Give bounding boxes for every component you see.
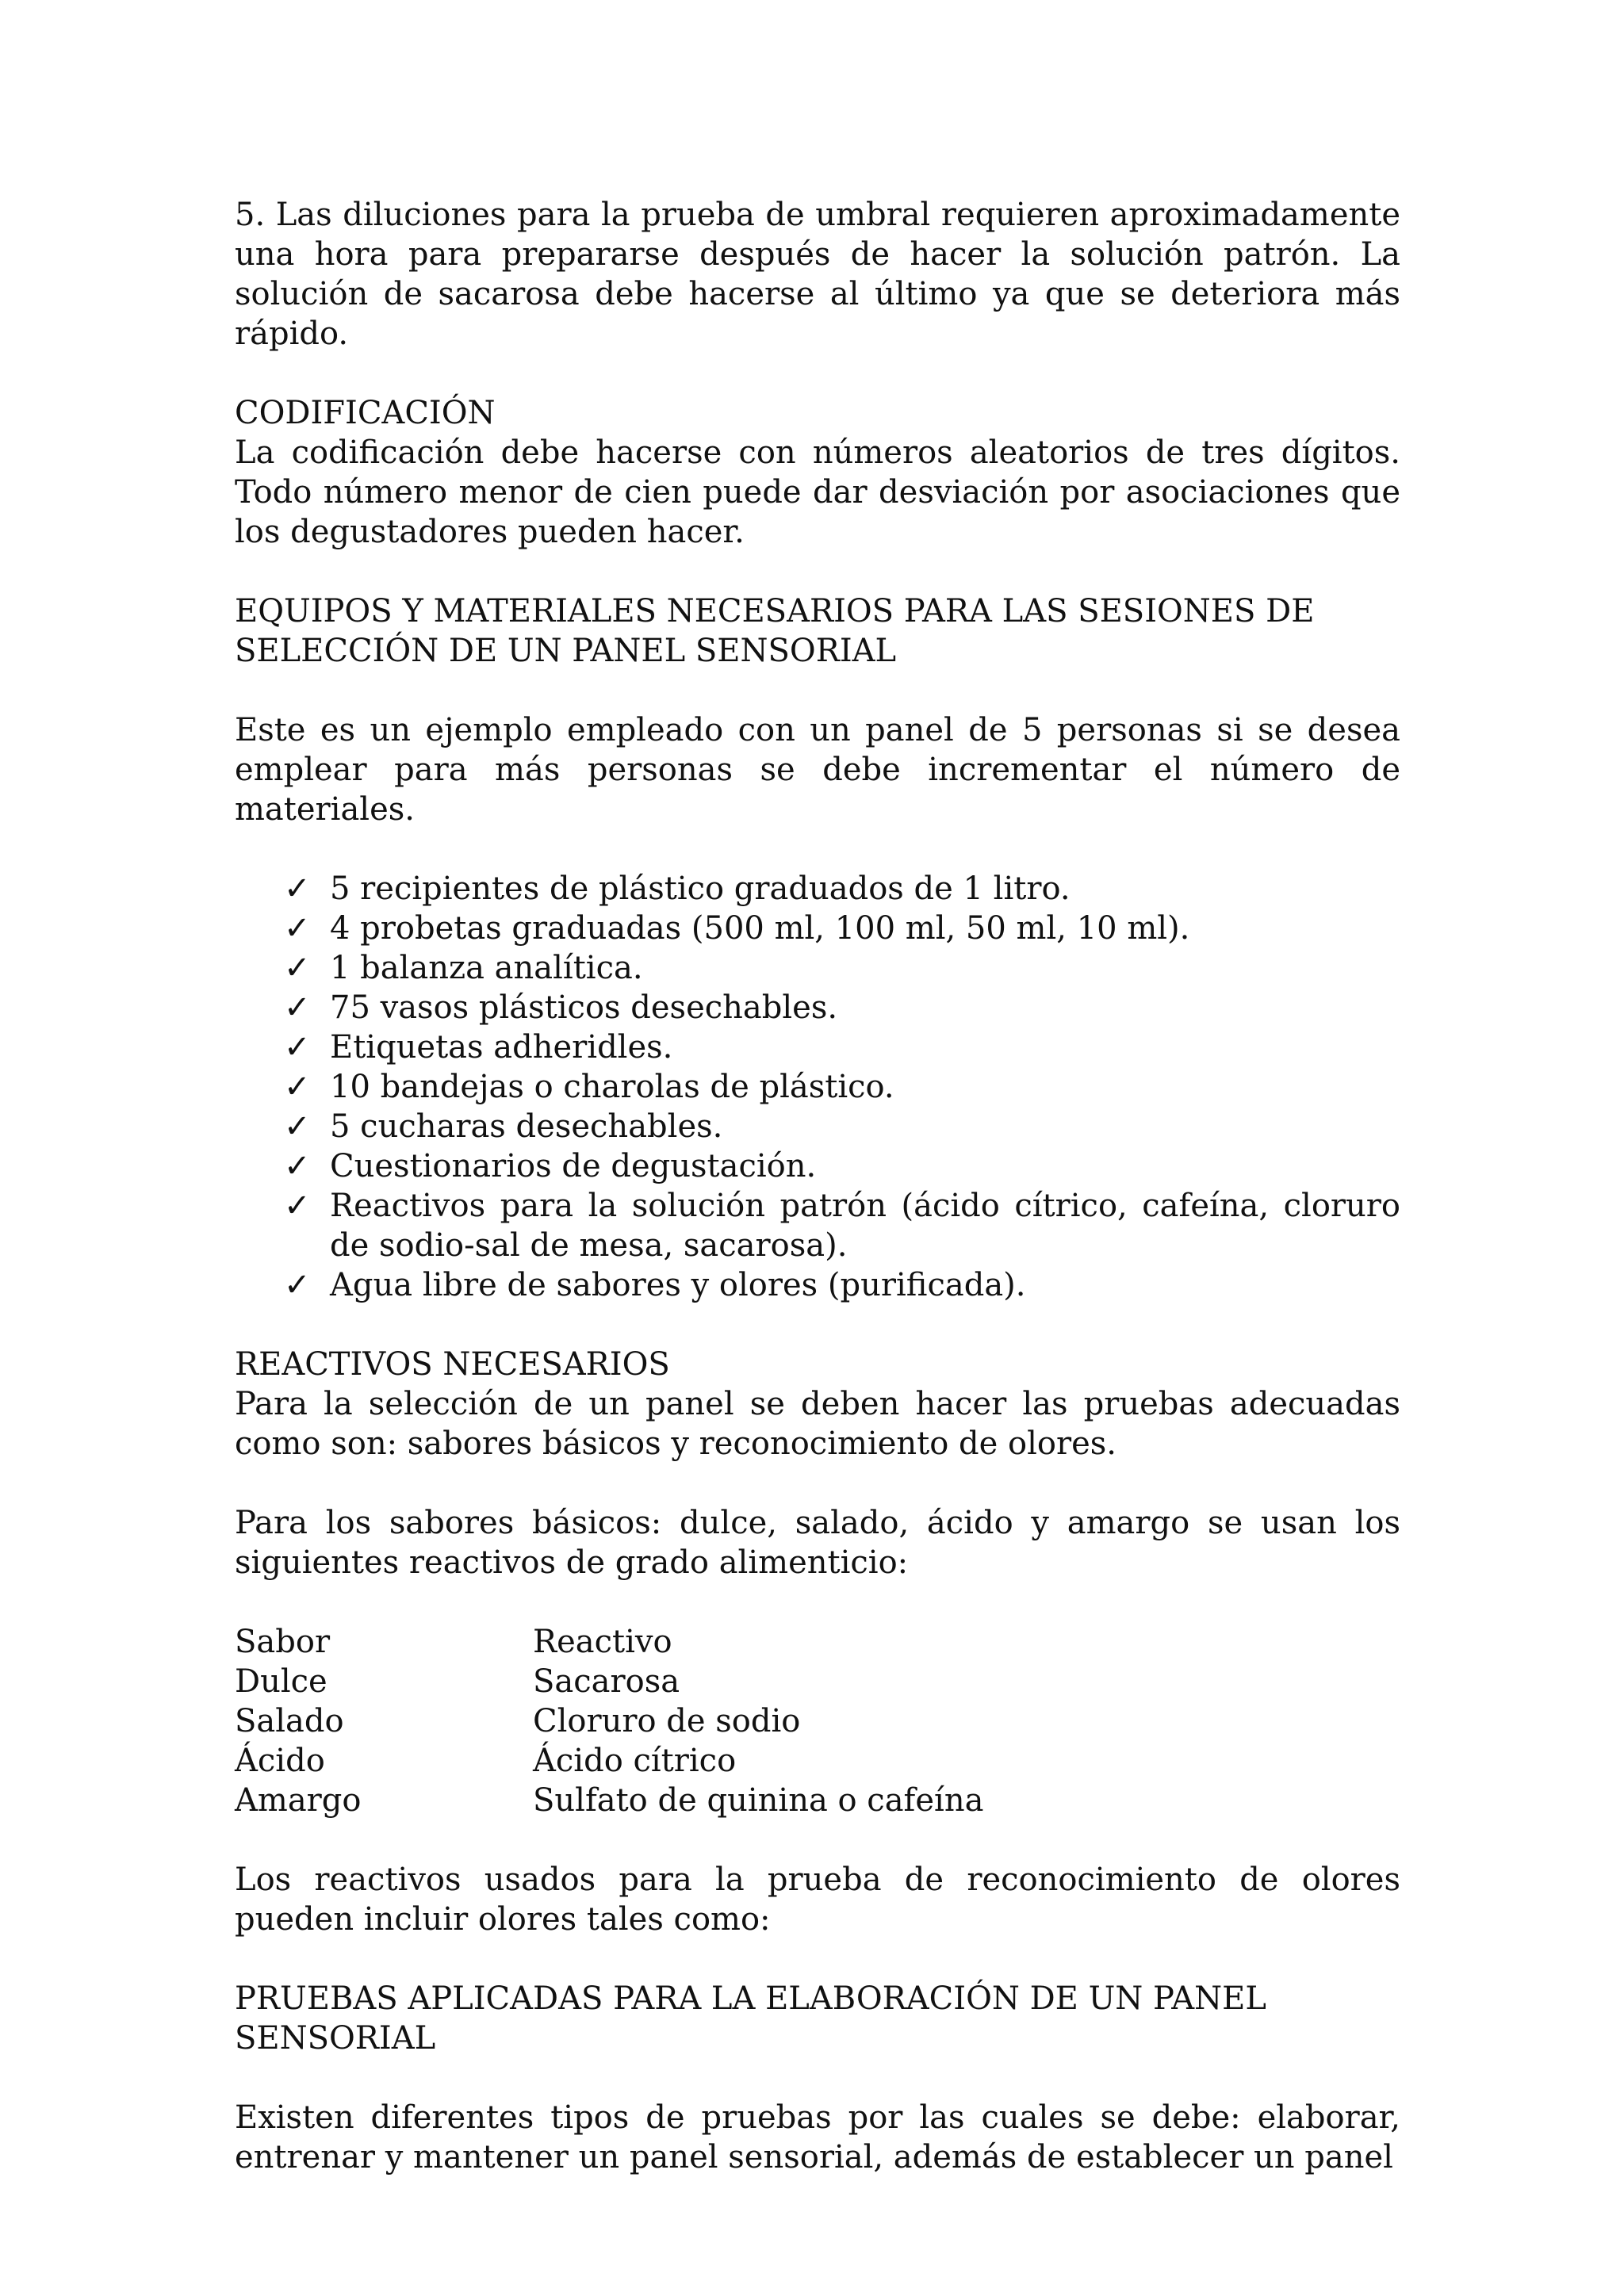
checklist-item — [284, 869, 1400, 909]
spacer — [235, 1820, 1400, 1860]
pruebas-heading-line1: PRUEBAS APLICADAS PARA LA ELABORACIÓN DE UN PANEL — [235, 1980, 1266, 2017]
table-cell: Sulfato de quinina o cafeína — [533, 1782, 984, 1819]
checkmark-icon: ✓ — [284, 989, 311, 1026]
checklist-item — [284, 1027, 1400, 1067]
spacer — [235, 1305, 1400, 1345]
checklist-item — [284, 948, 1400, 988]
checkmark-icon: ✓ — [284, 1108, 311, 1145]
checklist-item-text: Etiquetas adheridles. — [330, 1029, 673, 1066]
checklist-item — [284, 1107, 1400, 1146]
flavor-reagent-table — [235, 1622, 983, 1820]
spacer — [235, 671, 1400, 710]
table-cell: Salado — [235, 1703, 344, 1739]
checklist-item — [284, 988, 1400, 1027]
checkmark-icon: ✓ — [284, 1188, 311, 1224]
equipos-heading — [235, 591, 1400, 671]
checklist-item-text: 1 balanza analítica. — [330, 950, 643, 986]
checkmark-icon: ✓ — [284, 910, 311, 947]
document-page — [235, 195, 1400, 2177]
checklist-item-text: 10 bandejas o charolas de plástico. — [330, 1069, 894, 1105]
spacer — [235, 1464, 1400, 1503]
table-cell: Sacarosa — [533, 1663, 680, 1700]
checkmark-icon: ✓ — [284, 871, 311, 907]
checklist-item-text: Reactivos para la solución patrón (ácido cítrico, cafeína, cloruro de sodio-sal de mesa, sacarosa). — [330, 1188, 1400, 1264]
checklist-item-text: 75 vasos plásticos desechables. — [330, 989, 838, 1026]
equipos-heading-line2: SELECCIÓN DE UN PANEL SENSORIAL — [235, 633, 897, 669]
checklist-item-text: 5 cucharas desechables. — [330, 1108, 723, 1145]
checklist-item-text: Cuestionarios de degustación. — [330, 1148, 817, 1184]
reactivos-heading: REACTIVOS NECESARIOS — [235, 1346, 670, 1383]
spacer — [235, 2058, 1400, 2098]
checklist-item — [284, 1186, 1400, 1265]
checklist-item — [284, 909, 1400, 948]
checkmark-icon: ✓ — [284, 1267, 311, 1303]
table-header-row — [235, 1622, 983, 1662]
equipos-body: Este es un ejemplo empleado con un panel de 5 personas si se desea emplear para más personas se debe incrementar el número de materiales. — [235, 712, 1400, 828]
codificacion-body: La codificación debe hacerse con números aleatorios de tres dígitos. Todo número menor de cien puede dar desviación por asociaciones que los degustadores pueden hacer. — [235, 434, 1400, 550]
table-header-cell: Sabor — [235, 1624, 331, 1660]
checklist-item-text: 4 probetas graduadas (500 ml, 100 ml, 50 ml, 10 ml). — [330, 910, 1190, 947]
table-cell: Amargo — [235, 1782, 362, 1819]
checkmark-icon: ✓ — [284, 1069, 311, 1105]
checkmark-icon: ✓ — [284, 1029, 311, 1066]
table-cell: Ácido cítrico — [533, 1743, 737, 1779]
checklist-item — [284, 1265, 1400, 1305]
table-row — [235, 1741, 983, 1781]
table-row — [235, 1701, 983, 1741]
spacer — [235, 1939, 1400, 1979]
materials-checklist — [235, 869, 1400, 1305]
spacer — [235, 552, 1400, 591]
pruebas-heading-line2: SENSORIAL — [235, 2020, 436, 2057]
checkmark-icon: ✓ — [284, 1148, 311, 1184]
table-cell: Cloruro de sodio — [533, 1703, 801, 1739]
pruebas-heading — [235, 1979, 1400, 2058]
spacer — [235, 829, 1400, 869]
table-header-cell: Reactivo — [533, 1624, 672, 1660]
checkmark-icon: ✓ — [284, 950, 311, 986]
reactivos-body-3: Los reactivos usados para la prueba de reconocimiento de olores pueden incluir olores tales como: — [235, 1862, 1400, 1938]
reactivos-body-1: Para la selección de un panel se deben hacer las pruebas adecuadas como son: sabores básicos y reconocimiento de olores. — [235, 1386, 1400, 1462]
reactivos-body-2: Para los sabores básicos: dulce, salado, ácido y amargo se usan los siguientes reactivos de grado alimenticio: — [235, 1505, 1400, 1581]
intro-paragraph: 5. Las diluciones para la prueba de umbral requieren aproximadamente una hora para prepararse después de hacer la solución patrón. La solución de sacarosa debe hacerse al último ya que se deteriora más rápido. — [235, 197, 1400, 352]
table-row — [235, 1662, 983, 1701]
table-row — [235, 1781, 983, 1820]
checklist-item — [284, 1146, 1400, 1186]
pruebas-body: Existen diferentes tipos de pruebas por las cuales se debe: elaborar, entrenar y mantener un panel sensorial, además de establecer un panel — [235, 2099, 1400, 2175]
equipos-heading-line1: EQUIPOS Y MATERIALES NECESARIOS PARA LAS SESIONES DE — [235, 593, 1315, 629]
spacer — [235, 1582, 1400, 1622]
spacer — [235, 354, 1400, 393]
checklist-item-text: 5 recipientes de plástico graduados de 1 litro. — [330, 871, 1071, 907]
table-cell: Dulce — [235, 1663, 327, 1700]
codificacion-heading: CODIFICACIÓN — [235, 395, 496, 431]
checklist-item-text: Agua libre de sabores y olores (purificada). — [330, 1267, 1026, 1303]
checklist-item — [284, 1067, 1400, 1107]
table-cell: Ácido — [235, 1743, 325, 1779]
